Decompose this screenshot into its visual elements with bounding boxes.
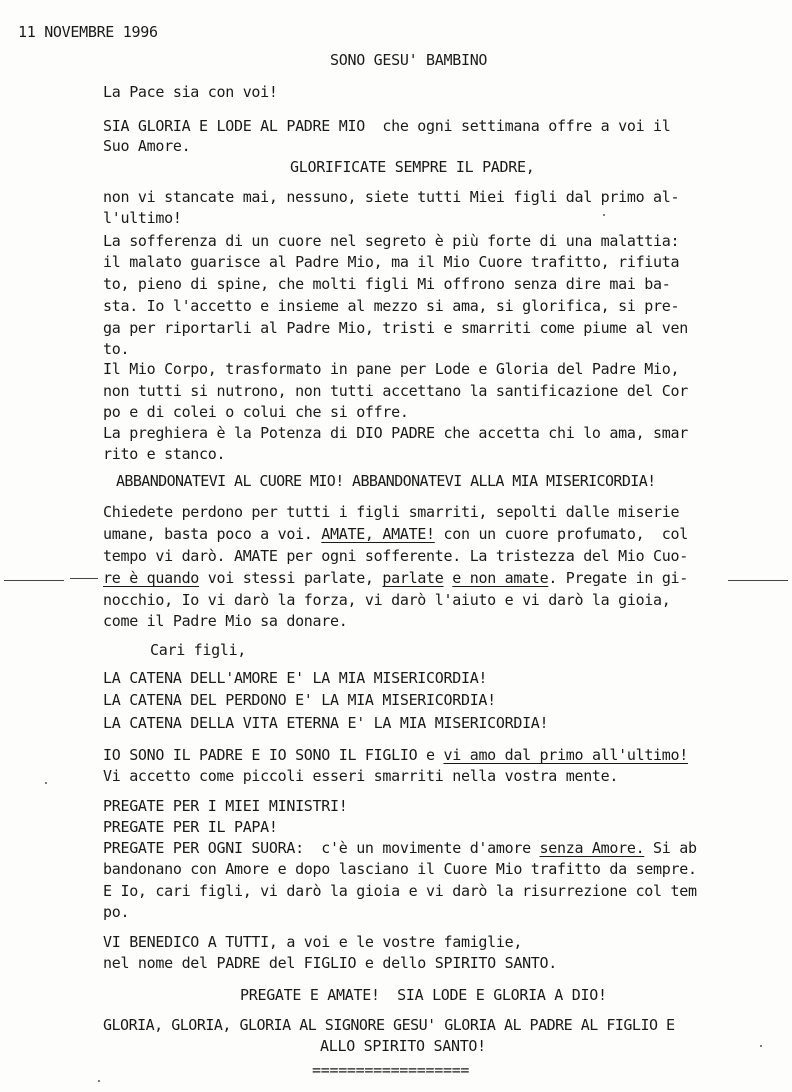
- p3-text: [444, 569, 453, 587]
- blessing-line: VI BENEDICO A TUTTI, a voi e le vostre famiglie,: [103, 933, 523, 951]
- paragraph-4-line: [103, 745, 688, 765]
- senza-amore-underlined: senza Amore.: [539, 839, 645, 857]
- p3-text: umane, basta poco a voi.: [103, 525, 322, 543]
- paragraph-2-line: il malato guarisce al Padre Mio, ma il Mio Cuore trafitto, rifiuta: [103, 253, 680, 271]
- heading-abandon: ABBANDONATEVI AL CUORE MIO! ABBANDONATEVI ALLA MIA MISERICORDIA!: [116, 472, 656, 490]
- paragraph-2-line: sta. Io l'accetto e insieme al mezzo si ama, si glorifica, si pre-: [103, 297, 680, 315]
- paragraph-5-line: [103, 838, 697, 858]
- scan-speck: [98, 1080, 100, 1082]
- closing-line: PREGATE E AMATE! SIA LODE E GLORIA A DIO!: [240, 986, 607, 1004]
- p3-text: . Pregate in gi-: [548, 569, 689, 587]
- paragraph-2-line: Il Mio Corpo, trasformato in pane per Lode e Gloria del Padre Mio,: [103, 360, 680, 378]
- chain-line: LA CATENA DEL PERDONO E' LA MIA MISERICORDIA!: [103, 691, 496, 709]
- document-date: 11 NOVEMBRE 1996: [18, 23, 158, 41]
- paragraph-2-line: non vi stancate mai, nessuno, siete tutti Miei figli dal primo al-: [103, 188, 680, 206]
- scan-speck: [603, 214, 605, 216]
- paragraph-2-line: ga per riportarli al Padre Mio, tristi e smarriti come piume al ven: [103, 319, 688, 337]
- chain-line: LA CATENA DELL'AMORE E' LA MIA MISERICORDIA!: [103, 669, 488, 687]
- paragraph-3-line: [103, 524, 688, 544]
- vi-amo-underlined: vi amo dal primo all'ultimo!: [443, 746, 688, 764]
- paragraph-5-line: bandonano con Amore e dopo lasciano il Cuore Mio trafitto da sempre.: [103, 860, 697, 878]
- paragraph-2-line: La preghiera è la Potenza di DIO PADRE che accetta chi lo ama, smar: [103, 424, 688, 442]
- paragraph-2-line: to.: [103, 340, 130, 358]
- paragraph-2-line: non tutti si nutrono, non tutti accettano la santificazione del Cor: [103, 382, 688, 400]
- margin-mark: [728, 580, 788, 581]
- paragraph-3-line: tempo vi darò. AMATE per ogni sofferente. La tristezza del Mio Cuo-: [103, 547, 688, 565]
- paragraph-4-line: Vi accetto come piccoli esseri smarriti nella vostra mente.: [103, 767, 619, 785]
- closing-line: ALLO SPIRITO SANTO!: [320, 1037, 486, 1055]
- p3-text: voi stessi parlate,: [199, 569, 383, 587]
- paragraph-2-line: l'ultimo!: [103, 209, 182, 227]
- closing-line: GLORIA, GLORIA, GLORIA AL SIGNORE GESU' GLORIA AL PADRE AL FIGLIO E: [103, 1016, 675, 1034]
- margin-mark: [70, 578, 98, 579]
- parlate-underlined: parlate: [382, 569, 444, 587]
- p5-text: PREGATE PER OGNI SUORA: c'è un movimente d'amore: [103, 839, 540, 857]
- scan-speck: [45, 782, 47, 784]
- p3-text: con un cuore profumato, col: [434, 525, 688, 543]
- paragraph-5-line: E Io, cari figli, vi darò la gioia e vi darò la risurrezione col tem: [103, 882, 697, 900]
- paragraph-3-line: come il Padre Mio sa donare.: [103, 612, 348, 630]
- document-title: SONO GESU' BAMBINO: [330, 51, 488, 69]
- paragraph-3-line: nocchio, Io vi darò la forza, vi darò l'aiuto e vi darò la gioia,: [103, 591, 671, 609]
- paragraph-3-line: Chiedete perdono per tutti i figli smarriti, sepolti dalle miserie: [103, 503, 680, 521]
- paragraph-5-line: po.: [103, 903, 130, 921]
- margin-mark: [4, 580, 64, 581]
- paragraph-3-line: [103, 568, 688, 588]
- non-amate-underlined: e non amate: [452, 569, 549, 587]
- closing-rule: ==================: [312, 1061, 470, 1079]
- paragraph-2-line: to, pieno di spine, che molti figli Mi offrono senza dire mai ba-: [103, 275, 671, 293]
- salutation: Cari figli,: [150, 641, 247, 659]
- prayer-line: PREGATE PER I MIEI MINISTRI!: [103, 797, 348, 815]
- p5-text: Si ab: [644, 839, 697, 857]
- greeting: La Pace sia con voi!: [103, 83, 278, 101]
- chain-line: LA CATENA DELLA VITA ETERNA E' LA MIA MISERICORDIA!: [103, 714, 549, 732]
- amate-underlined: AMATE, AMATE!: [321, 525, 435, 543]
- heading-glorify: GLORIFICATE SEMPRE IL PADRE,: [290, 158, 535, 176]
- paragraph-2-line: po e di colei o colui che si offre.: [103, 403, 409, 421]
- paragraph-1-line: Suo Amore.: [103, 137, 191, 155]
- p4-text: IO SONO IL PADRE E IO SONO IL FIGLIO e: [103, 746, 444, 764]
- paragraph-1-line: SIA GLORIA E LODE AL PADRE MIO che ogni settimana offre a voi il: [103, 117, 671, 135]
- blessing-line: nel nome del PADRE del FIGLIO e dello SPIRITO SANTO.: [103, 954, 558, 972]
- prayer-line: PREGATE PER IL PAPA!: [103, 818, 278, 836]
- scan-speck: [760, 1045, 762, 1047]
- re-quando-underlined: re è quando: [103, 569, 200, 587]
- paragraph-2-line: La sofferenza di un cuore nel segreto è più forte di una malattia:: [103, 232, 680, 250]
- paragraph-2-line: rito e stanco.: [103, 445, 226, 463]
